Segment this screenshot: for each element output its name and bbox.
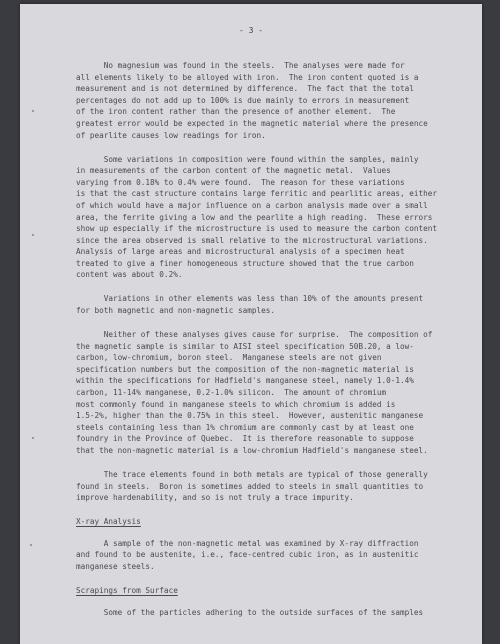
text-line: that the non-magnetic material is a low-chromium Hadfield's manganese steel. xyxy=(76,445,428,455)
text-line: 1.5-2%, higher than the 0.75% in this steel. However, austenitic manganese xyxy=(76,411,424,421)
margin-mark xyxy=(32,110,34,112)
text-line: Some of the particles adhering to the outside surfaces of the samples xyxy=(76,607,424,617)
paragraph-scrapings xyxy=(76,607,464,619)
text-line: of pearlite causes low readings for iron. xyxy=(76,130,266,140)
text-line: A sample of the non-magnetic metal was examined by X-ray diffraction xyxy=(76,538,419,548)
text-line: carbon, low-chromium, boron steel. Manganese steels are not given xyxy=(76,353,382,363)
text-line: in measurements of the carbon content of the magnetic metal. Values xyxy=(76,166,391,176)
text-line: for both magnetic and non-magnetic samples. xyxy=(76,306,276,316)
text-line: of the iron content rather than the presence of another element. The xyxy=(76,107,396,117)
text-line: Variations in other elements was less than 10% of the amounts present xyxy=(76,294,424,304)
text-line: the magnetic sample is similar to AISI steel specification 50B.20, a low- xyxy=(76,341,414,351)
text-line: No magnesium was found in the steels. The analyses were made for xyxy=(76,61,405,70)
document-body xyxy=(76,60,464,630)
paragraph-xray-analysis xyxy=(76,538,464,573)
text-line: treated to give a finer homogeneous structure showed that the true carbon xyxy=(76,258,414,268)
margin-mark xyxy=(30,544,32,546)
text-line: show up especially if the microstructure is used to measure the carbon content xyxy=(76,224,438,234)
paragraph xyxy=(76,469,464,504)
paragraph xyxy=(76,154,464,282)
section-heading-xray-analysis: X-ray Analysis xyxy=(76,517,141,527)
text-line: within the specifications for Hadfield's manganese steel, namely 1.0-1.4% xyxy=(76,376,414,386)
paragraph xyxy=(76,329,464,457)
text-line: Neither of these analyses gives cause for surprise. The composition of xyxy=(76,330,433,340)
text-line: The trace elements found in both metals are typical of those generally xyxy=(76,469,428,479)
text-line: all elements likely to be alloyed with iron. The iron content quoted is a xyxy=(76,72,419,82)
text-line: percentages do not add up to 100% is due mainly to errors in measurement xyxy=(76,95,410,105)
text-line: foundry in the Province of Quebec. It is therefore reasonable to suppose xyxy=(76,434,414,444)
text-line: Some variations in composition were found within the samples, mainly xyxy=(76,154,419,164)
text-line: manganese steels. xyxy=(76,561,155,571)
text-line: specification numbers but the composition of the non-magnetic material is xyxy=(76,364,414,374)
document-page xyxy=(20,4,482,644)
text-line: since the area observed is small relative to the microstructural variations. xyxy=(76,235,428,245)
text-line: found in steels. Boron is sometimes added to steels in small quantities to xyxy=(76,481,424,491)
text-line: most commonly found in manganese steels to which chromium is added is xyxy=(76,399,396,409)
section-heading-scrapings-from-surface: Scrapings from Surface xyxy=(76,585,178,595)
text-line: steels containing less than 1% chromium are commonly cast by at least one xyxy=(76,422,414,432)
text-line: is that the cast structure contains large ferritic and pearlitic areas, either xyxy=(76,189,438,199)
text-line: varying from 0.18% to 0.4% were found. The reason for these variations xyxy=(76,177,405,187)
text-line: area, the ferrite giving a low and the pearlite a high reading. These errors xyxy=(76,212,433,222)
text-line: content was about 0.2%. xyxy=(76,270,183,280)
page-number: - 3 - xyxy=(238,26,264,35)
paragraph xyxy=(76,60,464,141)
text-line: greatest error would be expected in the magnetic material where the presence xyxy=(76,118,428,128)
text-line: measurement and is not determined by difference. The fact that the total xyxy=(76,84,414,94)
paragraph xyxy=(76,293,464,316)
margin-mark xyxy=(32,437,34,439)
text-line: improve hardenability, and so is not truly a trace impurity. xyxy=(76,493,354,503)
paragraph-group xyxy=(76,60,464,504)
text-line: of which would have a major influence on a carbon analysis made over a small xyxy=(76,200,428,210)
margin-mark xyxy=(32,234,34,236)
text-line: carbon, 11-14% manganese, 0.2-1.0% silicon. The amount of chromium xyxy=(76,388,387,398)
text-line: Analysis of large areas and microstructural analysis of a specimen heat xyxy=(76,247,405,257)
text-line: and found to be austenite, i.e., face-centred cubic iron, as in austenitic xyxy=(76,550,419,560)
